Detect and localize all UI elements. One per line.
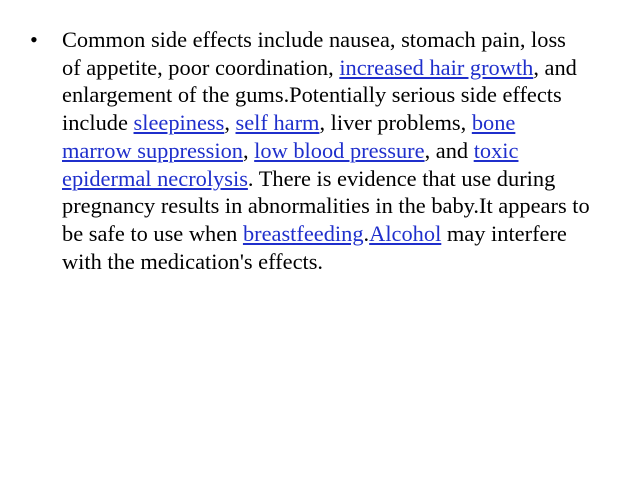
link-breastfeeding[interactable]: breastfeeding [242, 220, 364, 246]
text-segment: . [363, 220, 370, 246]
link-toxic-epidermal-necrolysis[interactable]: toxic epidermal necrolysis [62, 137, 519, 191]
text-segment: . There is evidence that use during pregnancy results in abnormalities in the baby.It appears to be safe to use when [62, 165, 590, 246]
bullet-marker: • [30, 27, 38, 52]
text-segment: , [224, 110, 236, 136]
text-segment: may interfere with the medication's effects. [62, 220, 567, 274]
text-segment: Common side effects include nausea, stomach pain, loss of appetite, poor coordination, [62, 27, 566, 80]
link-self-harm[interactable]: self harm [235, 110, 320, 136]
text-segment: , and enlargement of the gums.Potentially serious side effects include [62, 54, 577, 136]
link-sleepiness[interactable]: sleepiness [133, 110, 225, 136]
text-segment: , [242, 137, 255, 163]
link-increased-hair-growth[interactable]: increased hair growth [339, 54, 534, 80]
link-low-blood-pressure[interactable]: low blood pressure [254, 137, 425, 163]
text-segment: , and [424, 137, 474, 163]
link-alcohol[interactable]: Alcohol [369, 220, 442, 246]
bullet-text [62, 26, 590, 275]
text-segment: , liver problems, [319, 110, 472, 136]
bullet-item [30, 26, 590, 275]
link-bone-marrow-suppression[interactable]: bone marrow suppression [62, 110, 516, 163]
